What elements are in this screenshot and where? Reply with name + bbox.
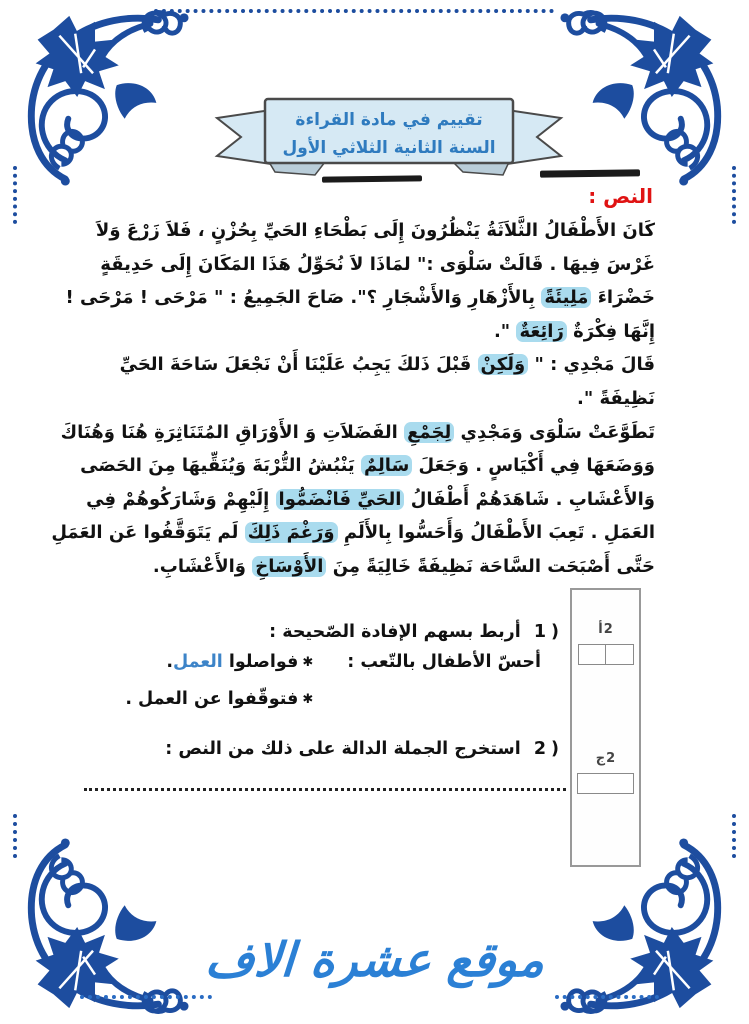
question-2-number: ( 2	[533, 739, 559, 759]
question-1-body	[125, 652, 541, 726]
passage-line: تَطَوَّعَتْ سَلْوَى وَمَجْدِي لِجَمْعِ الفَضَلاَتِ وَ الأَوْرَاقِ المُتَنَاثِرَةِ هُنَا وَهُنَاكَ	[60, 421, 655, 443]
passage-line: وَالأَعْشَابِ . شَاهَدَهُمْ أَطْفَالُ الحَيِّ فَانْضَمُّوا إِلَيْهِمْ وَشَارَكُوهُمْ فِي	[86, 488, 655, 510]
dotted-border-top	[154, 9, 554, 13]
passage-line: كَانَ الأَطْفَالُ الثَّلاَثَةُ يَنْظُرُونَ إِلَى بَطْحَاءِ الحَيِّ بِحُزْنٍ ، فَلاَ زَرْعَ وَلاَ	[95, 220, 655, 241]
question-1-title	[269, 622, 559, 642]
highlighted-word: مَلِيئَةً	[541, 287, 591, 308]
grading-cell	[578, 644, 606, 665]
passage-line: حَتَّى أَصْبَحَت السَّاحَة نَظِيفَةً خَالِيَةً مِنَ الأَوْسَاخِ وَالأَعْشَابِ.	[152, 555, 655, 577]
footer-dotted-line-right	[555, 995, 659, 999]
grading-code-bottom-num: 2	[606, 751, 616, 766]
passage-label: النص :	[588, 184, 653, 208]
grading-code-bottom-letter: ج	[595, 751, 606, 766]
grading-code-top-letter: أ	[598, 622, 603, 637]
footer-dotted-line-left	[80, 995, 212, 999]
dotted-border-right-top	[732, 166, 736, 224]
highlighted-word: وَلَكِنْ	[478, 354, 529, 375]
highlighted-word: رَائِعَةٌ	[516, 321, 566, 342]
corner-ornament-top-right	[559, 2, 747, 190]
passage-line: خَضْرَاءَ مَلِيئَةً بِالأَزْهَارِ وَالأَشْجَارِ ؟". صَاحَ الجَمِيعُ : " مَرْحَى ! مَرْحَى !	[65, 287, 655, 309]
grading-cells-top	[572, 644, 639, 665]
highlighted-word: سَالِمٌ	[361, 455, 412, 476]
corner-ornament-bottom-left	[2, 834, 190, 1022]
grading-cells-bottom	[572, 773, 639, 794]
question-1-number: ( 1	[533, 622, 559, 642]
dotted-border-right-bottom	[732, 814, 736, 858]
grading-box	[570, 588, 641, 867]
highlighted-word: الحَيِّ فَانْضَمُّوا	[276, 489, 405, 510]
question-1-text: أربط بسهم الإفادة الصّحيحة :	[269, 622, 521, 642]
passage-line: نَظِيفَةً ".	[577, 387, 655, 409]
banner-title-line2: السنة الثانية الثلاثي الأول	[282, 138, 496, 158]
question-1-options	[125, 652, 313, 726]
passage-line: وَوَضَعَهَا فِي أَكْيَاسٍ . وَجَعَلَ سَالِمٌ يَنْبُشُ التُّرْبَةَ وَيُنَقِّيهَا مِنَ الحَصَى	[80, 455, 655, 477]
grading-code-top-num: 2	[603, 622, 613, 637]
question-1-option: ✱فواصلوا العمل.	[166, 652, 314, 672]
passage-line: غَرْسَ فِيهَا . قَالَتْ سَلْوَى :" لمَاذَا لاَ نُحَوِّلُ هَذَا المَكَانَ إِلَى حَدِيقَةٍ	[100, 253, 655, 275]
passage-lines	[51, 214, 655, 584]
question-2-text: استخرج الجملة الدالة على ذلك من النص :	[165, 739, 521, 759]
highlighted-word: وَرَغْمَ ذَلِكَ	[245, 522, 338, 543]
passage-line: قَالَ مَجْدِي : " وَلَكِنْ قَبْلَ ذَلكَ يَجِبُ عَلَيْنَا أَنْ نَجْعَلَ سَاحَةَ الحَيِّ	[119, 354, 655, 376]
grading-code-top	[572, 622, 639, 637]
question-2-title	[165, 739, 559, 759]
option-bullet-icon: ✱	[302, 692, 314, 707]
dotted-border-left-top	[13, 166, 17, 224]
title-banner	[213, 96, 565, 186]
option-bullet-icon: ✱	[302, 655, 314, 670]
highlighted-word: الأَوْسَاخِ	[252, 556, 326, 577]
answer-dotted-line	[84, 779, 566, 791]
banner-title-line1: تقييم في مادة القراءة	[295, 109, 483, 130]
grading-code-bottom	[572, 751, 639, 766]
dotted-border-left-bottom	[13, 814, 17, 858]
grading-cell	[606, 644, 634, 665]
footer-calligraphy: موقع عشرة الاف	[203, 933, 546, 988]
accent-word: العمل	[172, 652, 223, 672]
ribbon-shadow-artifact	[540, 169, 640, 177]
grading-cell	[577, 773, 634, 794]
highlighted-word: لِجَمْعِ	[404, 422, 454, 443]
question-1-option: ✱فتوقّفوا عن العمل .	[125, 689, 314, 709]
passage-line: إِنَّهَا فِكْرَةٌ رَائِعَةٌ ".	[493, 320, 655, 342]
corner-ornament-top-left	[2, 2, 190, 190]
question-1-stem: أحسّ الأطفال بالتّعب :	[347, 652, 541, 672]
passage-line: العَمَلِ . تَعِبَ الأَطْفَالُ وَأَحَسُّوا بِالأَلَمِ وَرَغْمَ ذَلِكَ لَم يَتَوَقَّفُوا عَن العَمَلِ	[51, 522, 655, 544]
